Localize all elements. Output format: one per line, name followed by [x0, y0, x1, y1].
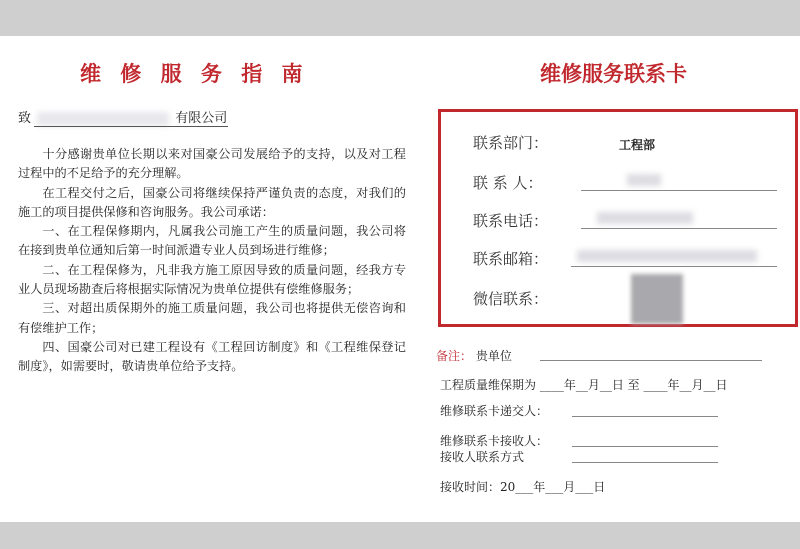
- guide-paragraph: 十分感谢贵单位长期以来对国豪公司发展给予的支持，以及对工程过程中的不足给予的充分理解。: [18, 147, 406, 181]
- document-sheet: [0, 36, 800, 522]
- receiver-underline: [572, 446, 718, 447]
- guide-paragraph: 在工程交付之后，国豪公司将继续保持严谨负责的态度，对我们的施工的项目提供保修和咨询服务。我公司承诺：: [18, 185, 406, 219]
- addressee-prefix: 致: [18, 111, 32, 126]
- note-text: 贵单位: [475, 349, 512, 363]
- redacted-person: [627, 174, 661, 186]
- card-title: 维修服务联系卡: [540, 61, 687, 86]
- email-row: [473, 248, 577, 269]
- addressee: [18, 107, 227, 126]
- contact-card: [438, 109, 798, 327]
- wechat-label: 微信联系：: [473, 290, 549, 308]
- email-underline: [571, 266, 777, 267]
- addressee-suffix: 有限公司: [175, 111, 228, 126]
- person-underline: [581, 190, 777, 191]
- warranty-period: 工程质量维保期为 ____年__月__日 至 ____年__月__日: [440, 378, 728, 392]
- receiver-contact-label: 接收人联系方式: [440, 450, 525, 464]
- dept-label: 联系部门：: [473, 134, 549, 152]
- note-label: 备注：: [436, 349, 473, 363]
- note-underline: [540, 360, 762, 361]
- receive-time: 接收时间：20___年___月___日: [440, 480, 606, 494]
- person-label: 联 系 人：: [473, 174, 543, 192]
- dept-value: 工程部: [619, 138, 656, 152]
- submitter-underline: [572, 416, 718, 417]
- guide-title: 维 修 服 务 指 南: [80, 61, 309, 86]
- receiver-contact-underline: [572, 462, 718, 463]
- redacted-qr-code: [631, 274, 683, 324]
- email-label: 联系邮箱：: [473, 250, 549, 268]
- guide-paragraph: 一、在工程保修期内，凡属我公司施工产生的质量问题，我公司将在接到贵单位通知后第一时间派遣专业人员到场进行维修；: [18, 224, 406, 258]
- receiver-label: 维修联系卡接收人：: [440, 434, 549, 448]
- guide-paragraph: 四、国豪公司对已建工程设有《工程回访制度》和《工程维保登记制度》，如需要时，敬请贵单位给予支持。: [18, 339, 406, 374]
- guide-paragraph: 三、对超出质保期外的施工质量问题，我公司也将提供无偿咨询和有偿维护工作；: [18, 301, 406, 335]
- redacted-company-name: [37, 112, 169, 126]
- phone-label: 联系电话：: [473, 212, 549, 230]
- dept-row: [473, 132, 577, 153]
- guide-body: [18, 145, 406, 377]
- redacted-email: [577, 250, 757, 262]
- person-row: [473, 172, 577, 193]
- phone-underline: [581, 228, 777, 229]
- redacted-phone: [597, 212, 693, 224]
- addressee-underline: [34, 126, 228, 127]
- note: [436, 347, 512, 364]
- guide-paragraph: 二、在工程保修为，凡非我方施工原因导致的质量问题，经我方专业人员现场勘查后将根据实际情况为贵单位提供有偿维修服务；: [18, 262, 406, 297]
- submitter-label: 维修联系卡递交人：: [440, 404, 549, 418]
- phone-row: [473, 210, 577, 231]
- wechat-row: [473, 288, 577, 309]
